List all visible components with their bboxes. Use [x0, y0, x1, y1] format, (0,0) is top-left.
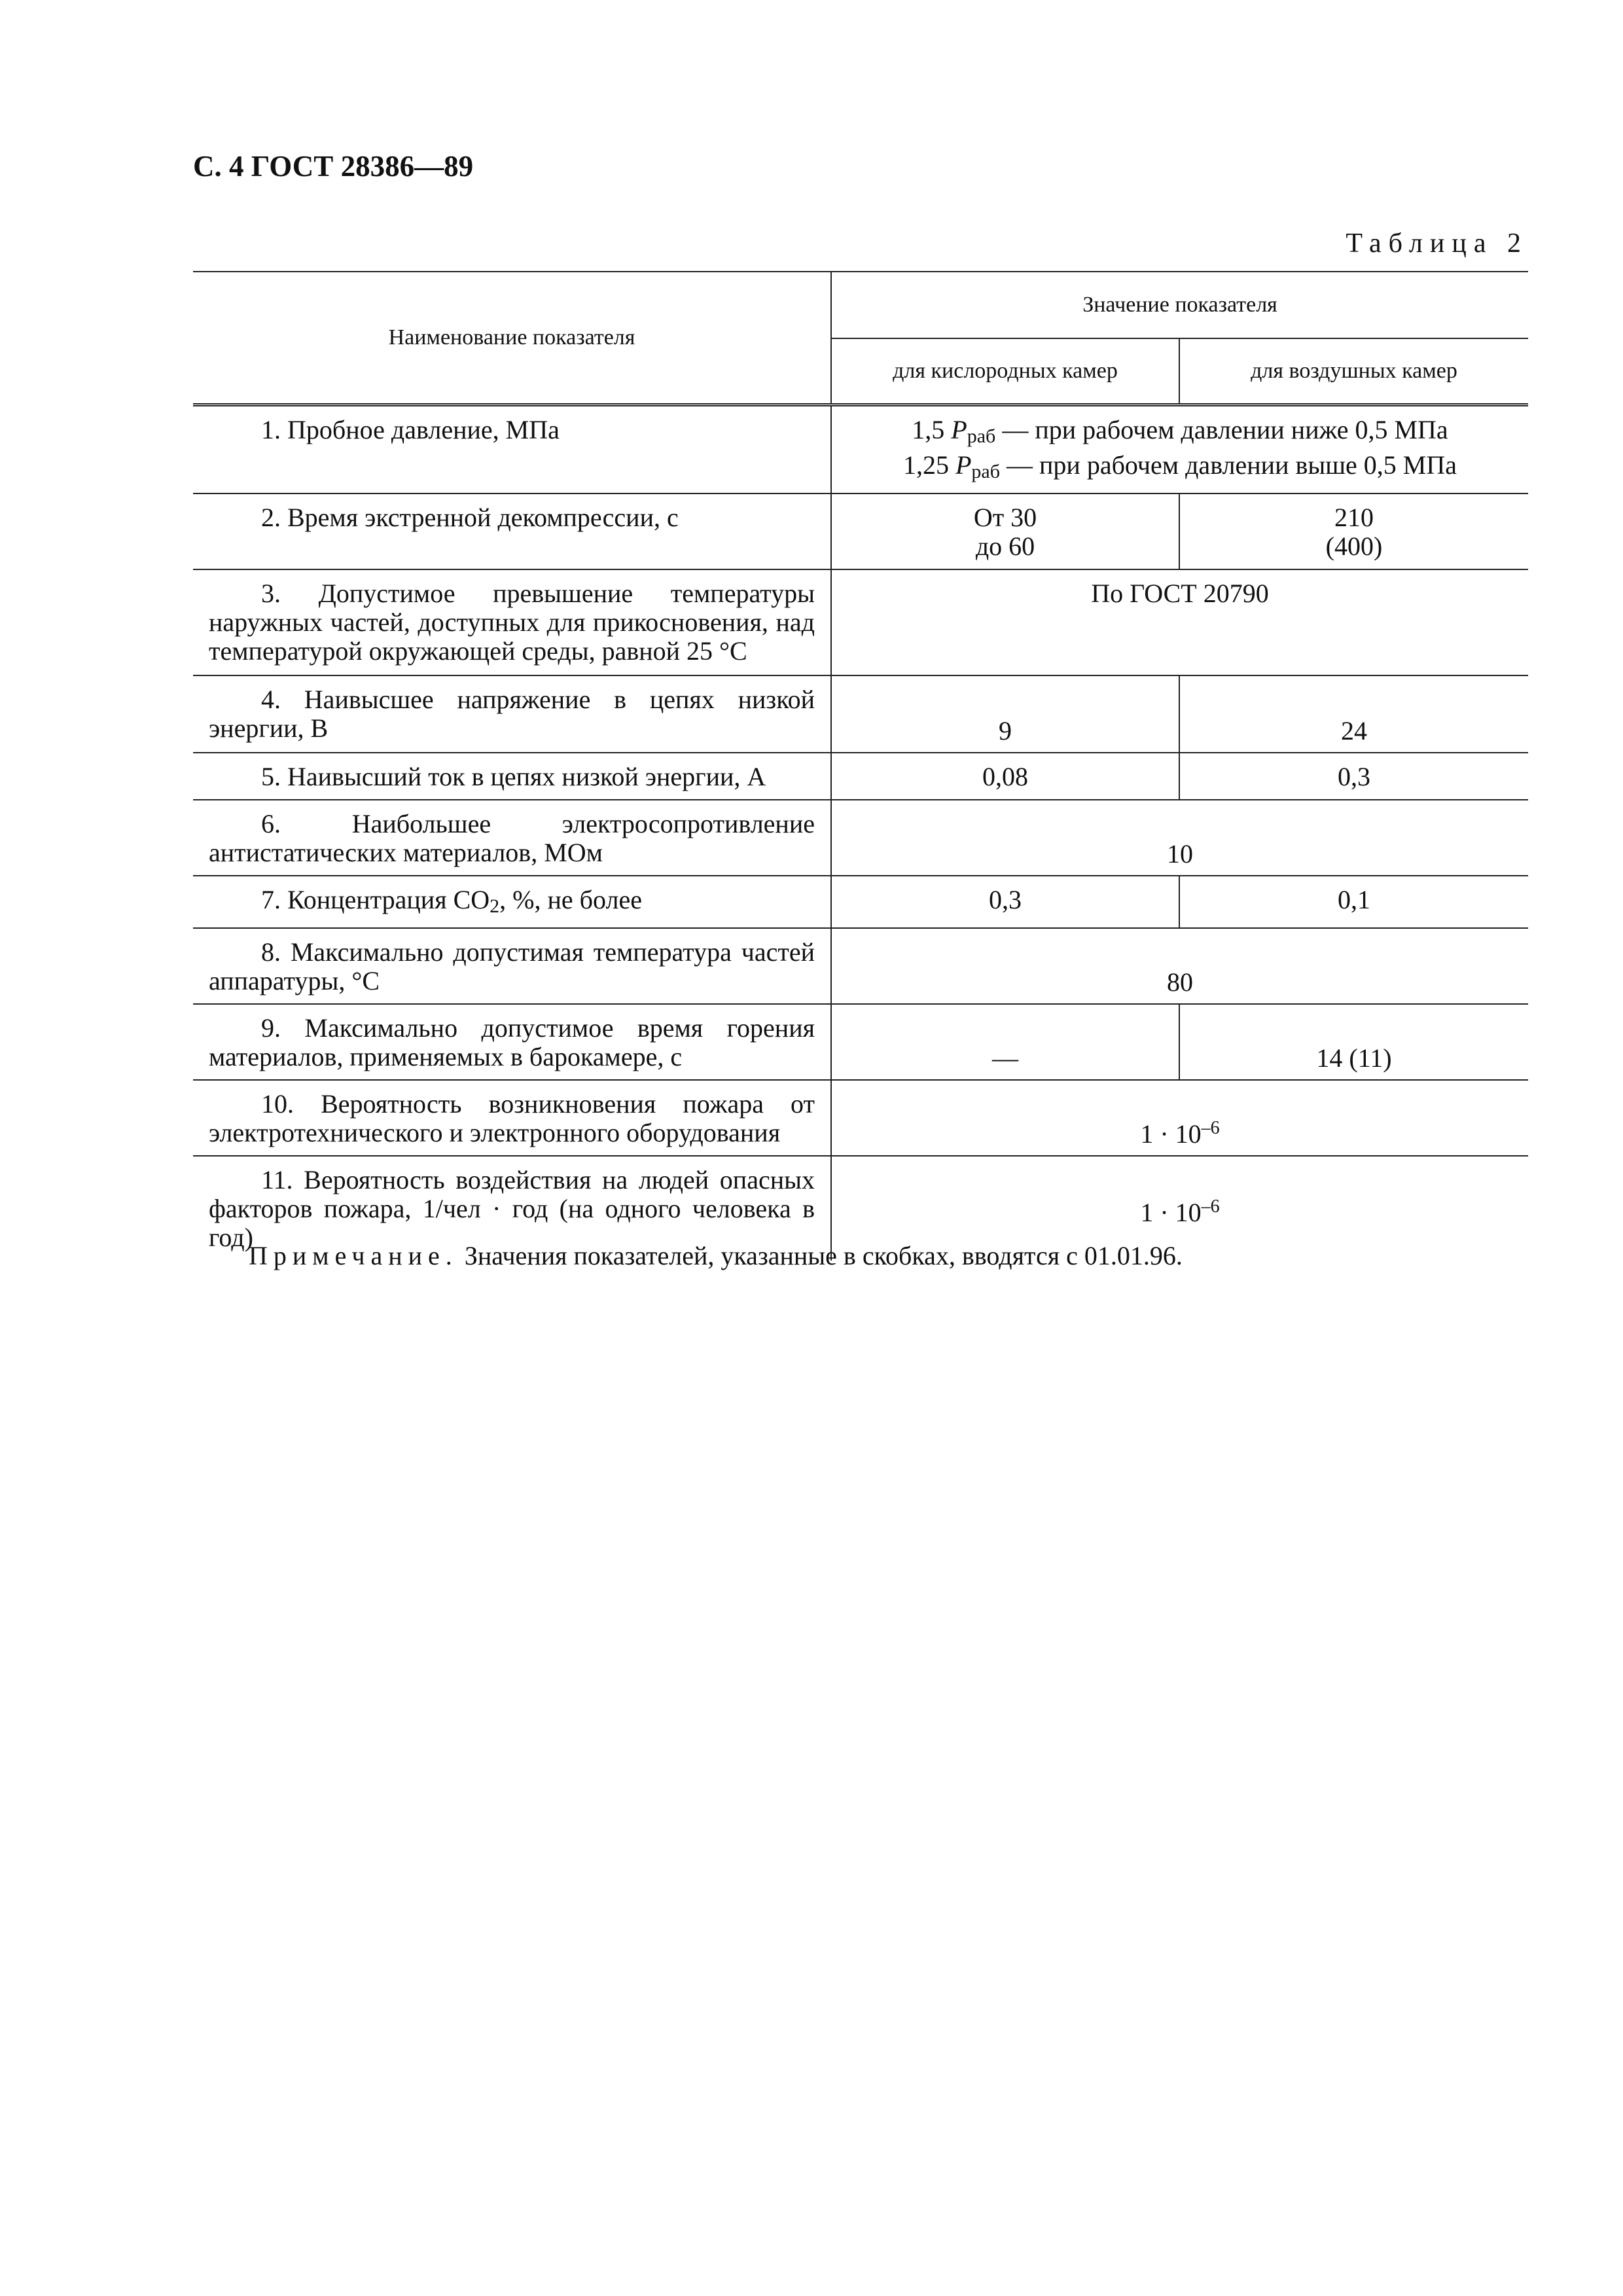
row-value-merged: $1 \cdot 10^{-6}$	[831, 1080, 1528, 1156]
row-name: 1. Пробное давление, МПа	[193, 405, 831, 494]
row-value-merged: 10	[831, 800, 1528, 876]
table-row	[193, 928, 1528, 1004]
table-label: Таблица 2	[1346, 228, 1528, 259]
row-value-air: 210 (400)	[1179, 493, 1528, 569]
table-row	[193, 753, 1528, 800]
row-value-oxygen: 9	[831, 675, 1179, 753]
row-value-oxygen: 0,3	[831, 876, 1179, 928]
row-name: 6. Наибольшее электросопротивление антистатических материалов, МОм	[193, 800, 831, 876]
row-name: 3. Допустимое превышение температуры наружных частей, доступных для прикосновения, над температурой окружающей среды, равной 25 °С	[193, 569, 831, 675]
pressure-line-1: 1,5 $P_{раб}$ — при рабочем давлении ниже 0,5 МПа	[912, 415, 1448, 447]
table-row	[193, 800, 1528, 876]
table-row	[193, 405, 1528, 494]
header-row-1	[193, 272, 1528, 338]
row-value-air: 24	[1179, 675, 1528, 753]
col-header-air: для воздушных камер	[1179, 338, 1528, 405]
row-value-air: 0,1	[1179, 876, 1528, 928]
row-value-oxygen: 0,08	[831, 753, 1179, 800]
row-name: 8. Максимально допустимая температура частей аппаратуры, °С	[193, 928, 831, 1004]
row-name: 11. Вероятность воздействия на людей опасных факторов пожара, 1/чел · год (на одного человека в год)	[209, 1165, 815, 1252]
row-value-merged	[831, 405, 1528, 494]
table-row	[193, 1080, 1528, 1156]
col-header-value-group: Значение показателя	[831, 272, 1528, 338]
row-value-merged: По ГОСТ 20790	[831, 569, 1528, 675]
col-header-name: Наименование показателя	[193, 272, 831, 405]
row-value-air: 0,3	[1179, 753, 1528, 800]
table-row	[193, 493, 1528, 569]
note-label: Примечание.	[249, 1241, 458, 1270]
page-header: С. 4 ГОСТ 28386—89	[193, 150, 474, 183]
row-value-merged: $1 \cdot 10^{-6}$	[831, 1156, 1528, 1261]
row-value-oxygen: От 30 до 60	[831, 493, 1179, 569]
row-name: 2. Время экстренной декомпрессии, с	[193, 493, 831, 569]
table-note	[249, 1240, 1183, 1271]
indicators-table	[193, 271, 1528, 1261]
pressure-line-2: 1,25 $P_{раб}$ — при рабочем давлении выше 0,5 МПа	[902, 450, 1457, 482]
row-value-merged: 80	[831, 928, 1528, 1004]
table-row	[193, 876, 1528, 928]
row-value-air: 14 (11)	[1179, 1004, 1528, 1080]
row-name: 9. Максимально допустимое время горения материалов, применяемых в барокамере, с	[193, 1004, 831, 1080]
note-text: Значения показателей, указанные в скобках, вводятся с 01.01.96.	[457, 1241, 1183, 1270]
row-name: 5. Наивысший ток в цепях низкой энергии, А	[193, 753, 831, 800]
row-value-oxygen: —	[831, 1004, 1179, 1080]
row-name: 4. Наивысшее напряжение в цепях низкой энергии, В	[193, 675, 831, 753]
col-header-oxygen: для кислородных камер	[831, 338, 1179, 405]
row-name: 7. Концентрация $СО_2$, %, не более	[193, 876, 831, 928]
table-row	[193, 1004, 1528, 1080]
table-row	[193, 675, 1528, 753]
row-name: 10. Вероятность возникновения пожара от электротехнического и электронного оборудования	[193, 1080, 831, 1156]
table-row	[193, 569, 1528, 675]
